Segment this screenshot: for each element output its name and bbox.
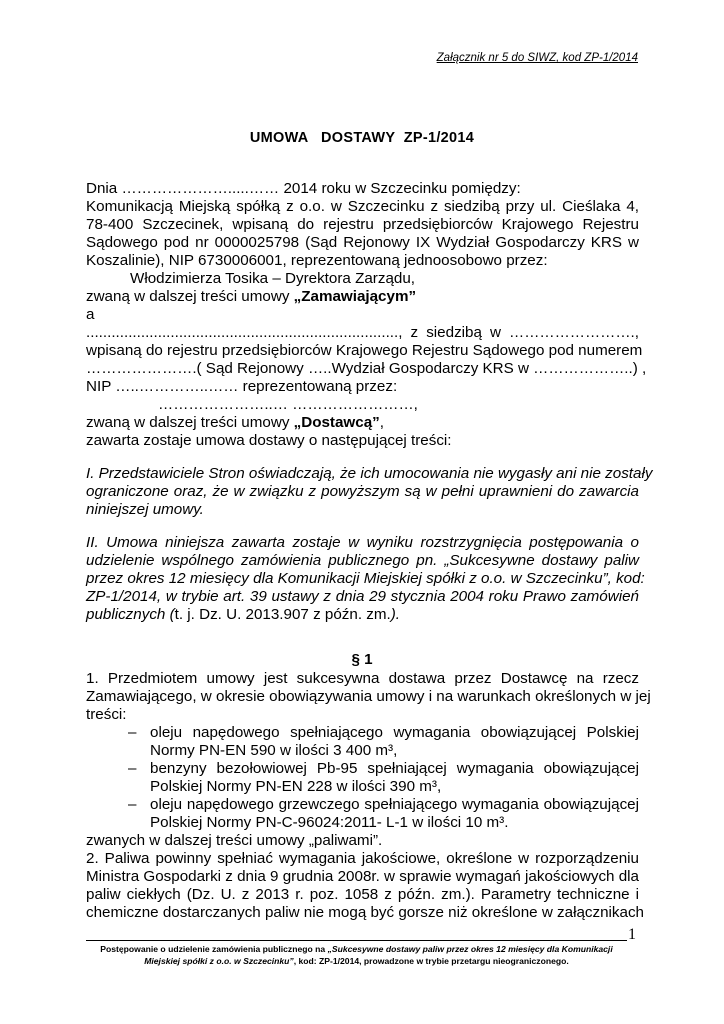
intro-line: ………………….( Sąd Rejonowy …..Wydział Gospodarczy KRS w ………………..) , [86,360,647,377]
supplier-term: „Dostawcą” [293,414,380,431]
representative-line: Włodzimierza Tosika – Dyrektora Zarządu, [130,270,416,287]
intro-line: …………………..… ……………………, [158,396,418,413]
section1-line: paliw ciekłych (Dz. U. z 2013 r. poz. 1058 z późn. zm.). Parametry techniczne i [86,886,639,903]
para1-line: I. Przedstawiciele Stron oświadczają, że ich umocowania nie wygasły ani nie zostały [86,465,653,482]
footer-line: Miejskiej spółki z o.o. w Szczecinku”, kod: ZP-1/2014, prowadzone w trybie przetargu nieograniczonego. [144,956,569,966]
intro-line: Dnia ………………….....…… 2014 roku w Szczecinku pomiędzy: [86,180,521,197]
contract-title: UMOWA DOSTAWY ZP-1/2014 [249,130,475,146]
orderer-term: „Zamawiającym” [293,288,417,305]
page-number: 1 [628,926,636,943]
section1-line: chemiczne dostarczanych paliw nie mogą być gorsze niż określone w załącznikach [86,904,644,921]
para2-line: przez okres 12 miesięcy dla Komunikacji Miejskiej spółki z o.o. w Szczecinku”, kod: [86,570,645,587]
section-heading: § 1 [351,651,373,668]
list-item: oleju napędowego spełniającego wymagania obowiązującej Polskiej [150,724,639,741]
intro-line: a [86,306,95,323]
intro-line: 78-400 Szczecinek, wpisaną do rejestru przedsiębiorców Krajowego Rejestru [86,216,639,233]
bullet-dash: – [128,724,137,741]
intro-line: Koszalinie), NIP 6730006001, reprezentowaną jednoosobowo przez: [86,252,548,269]
footer-line: Postępowanie o udzielenie zamówienia publicznego na „Sukcesywne dostawy paliw przez okres 12 miesięcy dla Komunikacji [100,944,613,954]
bullet-dash: – [128,760,137,777]
intro-line: zwaną w dalszej treści umowy „Dostawcą”, [86,414,384,431]
section1-line: 2. Paliwa powinny spełniać wymagania jakościowe, określone w rozporządzeniu [86,850,639,867]
para2-line: ZP-1/2014, w trybie art. 39 ustawy z dnia 29 stycznia 2004 roku Prawo zamówień [86,588,639,605]
section1-line: Ministra Gospodarki z dnia 9 grudnia 2008r. w sprawie wymagań jakościowych dla [86,868,639,885]
list-item: benzyny bezołowiowej Pb-95 spełniającej wymagania obowiązującej [150,760,639,777]
list-item: Polskiej Normy PN-C-96024:2011- L-1 w ilości 10 m³. [150,814,509,831]
section1-line: zwanych w dalszej treści umowy „paliwami”. [86,832,383,849]
intro-line: Sądowego pod nr 0000025798 (Sąd Rejonowy IX Wydział Gospodarczy KRS w [86,234,639,251]
intro-line: NIP …..…………..…… reprezentowaną przez: [86,378,398,395]
para2-line: II. Umowa niniejsza zawarta zostaje w wyniku rozstrzygnięcia postępowania o [86,534,639,551]
intro-line: zwaną w dalszej treści umowy „Zamawiającym” [86,288,417,305]
annex-header: Załącznik nr 5 do SIWZ, kod ZP-1/2014 [436,52,638,64]
footer-rule [86,940,627,941]
intro-line: .........................................................................., z siedzibą w ……………………., [86,324,639,341]
bullet-dash: – [128,796,137,813]
intro-line: zawarta zostaje umowa dostawy o następującej treści: [86,432,452,449]
section1-line: treści: [86,706,127,723]
para1-line: ograniczone oraz, że w związku z powyższym są w pełni uprawnieni do zawarcia [86,483,639,500]
section1-line: 1. Przedmiotem umowy jest sukcesywna dostawa przez Dostawcę na rzecz [86,670,639,687]
list-item: Normy PN-EN 590 w ilości 3 400 m³, [150,742,398,759]
section1-line: Zamawiającego, w okresie obowiązywania umowy i na warunkach określonych w jej [86,688,651,705]
list-item: Polskiej Normy PN-EN 228 w ilości 390 m³, [150,778,442,795]
para1-line: niniejszej umowy. [86,501,204,518]
list-item: oleju napędowego grzewczego spełniającego wymagania obowiązującej [150,796,639,813]
intro-line: Komunikacją Miejską spółką z o.o. w Szczecinku z siedzibą przy ul. Cieślaka 4, [86,198,639,215]
intro-line: wpisaną do rejestru przedsiębiorców Krajowego Rejestru Sądowego pod numerem [86,342,643,359]
para2-line: publicznych (t. j. Dz. U. 2013.907 z późn. zm.). [86,606,401,623]
para2-line: udzielenie wspólnego zamówienia publicznego pn. „Sukcesywne dostawy paliw [86,552,639,569]
